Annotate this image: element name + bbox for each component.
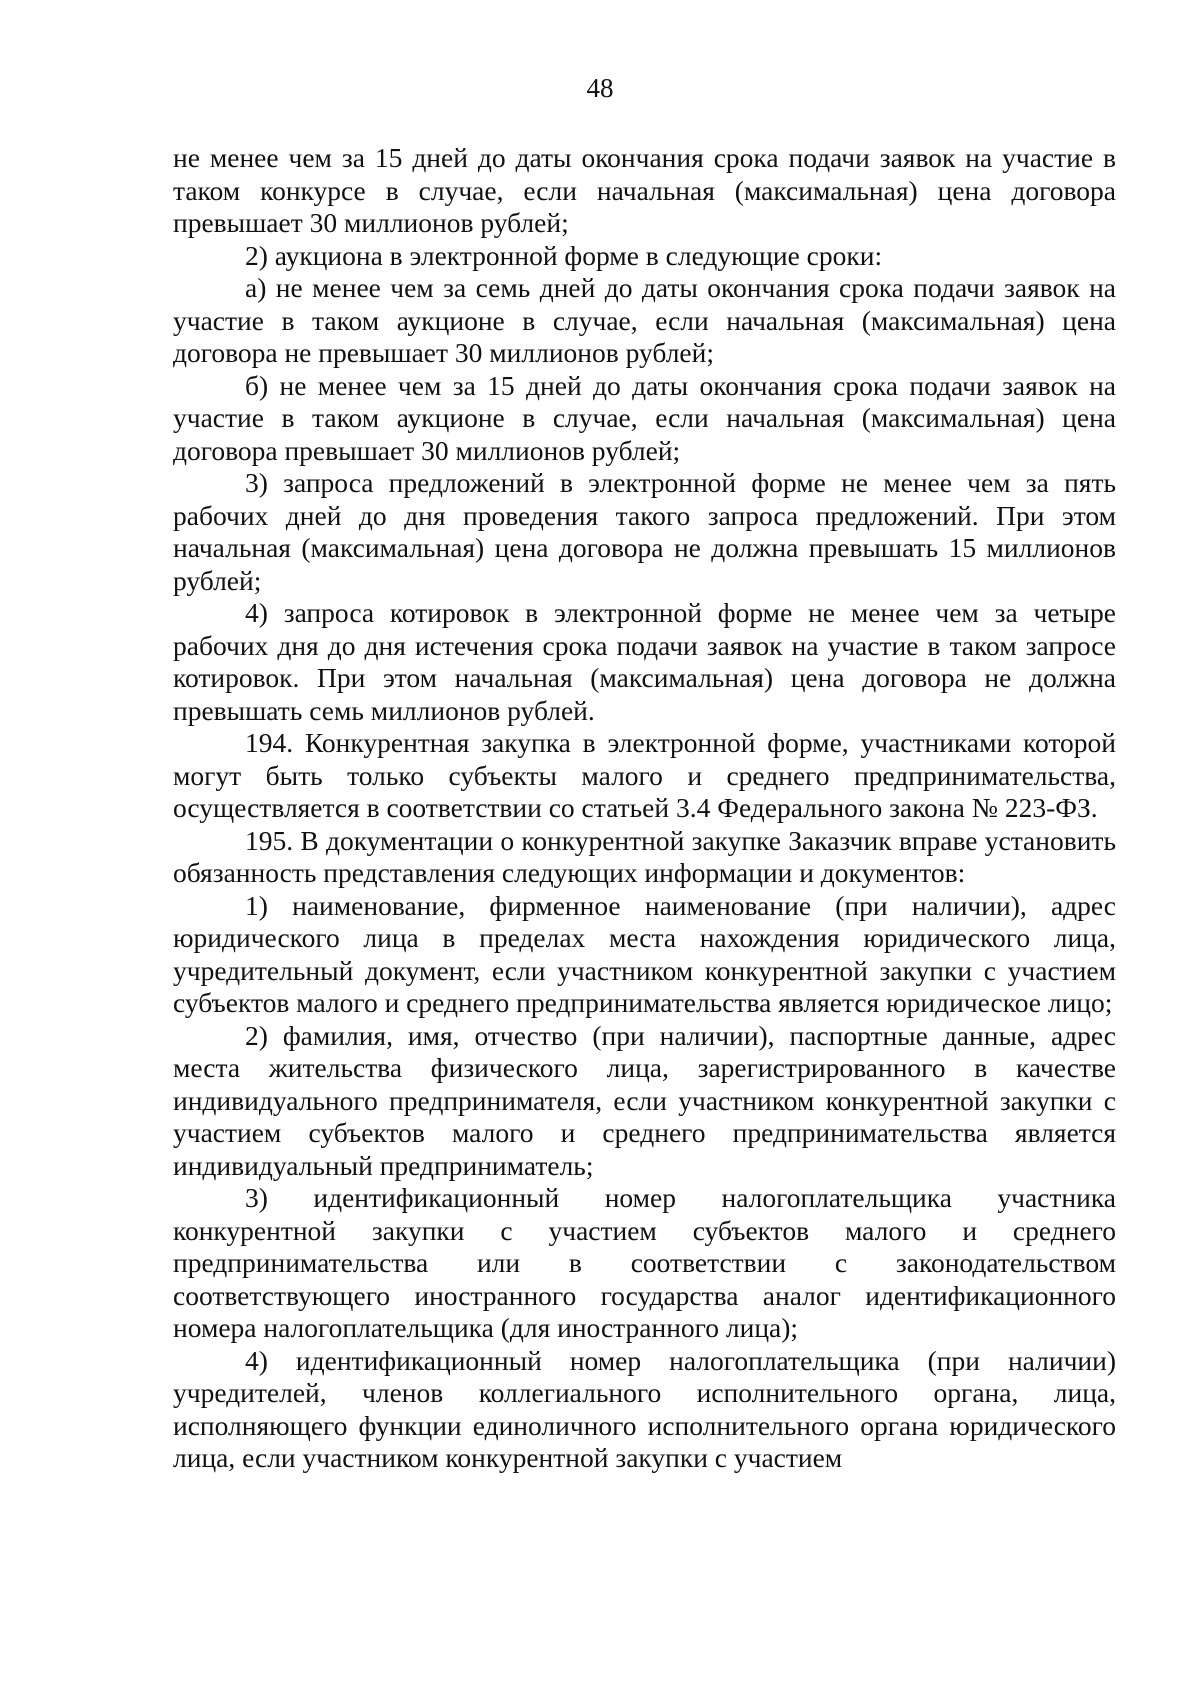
paragraph-item-2: 2) аукциона в электронной форме в следующие сроки: bbox=[245, 239, 883, 271]
paragraph-item-4: 4) запроса котировок в электронной форме не менее чем за четыре рабочих дня до дня истечения срока подачи заявок на участие в таком запросе котировок. При этом начальная (максимальная) цена договора не должна превышать семь миллионов рублей. bbox=[173, 597, 1116, 726]
paragraph-clause-195: 195. В документации о конкурентной закупке Заказчик вправе установить обязанность представления следующих информации и документов: bbox=[173, 824, 1116, 888]
paragraph-item-3: 3) запроса предложений в электронной форме не менее чем за пять рабочих дней до дня проведения такого запроса предложений. При этом начальная (максимальная) цена договора не должна превышать 15 миллионов рублей; bbox=[173, 467, 1116, 596]
paragraph-continuation: не менее чем за 15 дней до даты окончания срока подачи заявок на участие в таком конкурсе в случае, если начальная (максимальная) цена договора превышает 30 миллионов рублей; bbox=[173, 142, 1116, 238]
paragraph-subitem-b: б) не менее чем за 15 дней до даты окончания срока подачи заявок на участие в таком аукционе в случае, если начальная (максимальная) цена договора превышает 30 миллионов рублей; bbox=[173, 369, 1116, 466]
paragraph-subitem-a: а) не менее чем за семь дней до даты окончания срока подачи заявок на участие в таком аукционе в случае, если начальная (максимальная) цена договора не превышает 30 миллионов рублей; bbox=[173, 272, 1116, 368]
paragraph-195-item-1: 1) наименование, фирменное наименование (при наличии), адрес юридического лица в пределах места нахождения юридического лица, учредительный документ, если участником конкурентной закупки с участием субъектов малого и среднего предпринимательства является юридическое лицо; bbox=[173, 889, 1116, 1018]
paragraph-195-item-3: 3) идентификационный номер налогоплательщика участника конкурентной закупки с участием субъектов малого и среднего предпринимательства или в соответствии с законодательством соответствующего иностранного государства аналог идентификационного номера налогоплательщика (для иностранного лица); bbox=[173, 1182, 1116, 1343]
paragraph-195-item-4: 4) идентификационный номер налогоплательщика (при наличии) учредителей, членов коллегиального исполнительного органа, лица, исполняющего функции единоличного исполнительного органа юридического лица, если участником конкурентной закупки с участием bbox=[173, 1344, 1116, 1473]
paragraph-195-item-2: 2) фамилия, имя, отчество (при наличии), паспортные данные, адрес места жительства физического лица, зарегистрированного в качестве индивидуального предпринимателя, если участником конкурентной закупки с участием субъектов малого и среднего предпринимательства является индивидуальный предприниматель; bbox=[173, 1019, 1116, 1181]
paragraph-clause-194: 194. Конкурентная закупка в электронной форме, участниками которой могут быть только субъекты малого и среднего предпринимательства, осуществляется в соответствии со статьей 3.4 Федерального закона № 223-ФЗ. bbox=[173, 727, 1116, 823]
document-body bbox=[173, 142, 1116, 1475]
page-number: 48 bbox=[586, 73, 614, 103]
